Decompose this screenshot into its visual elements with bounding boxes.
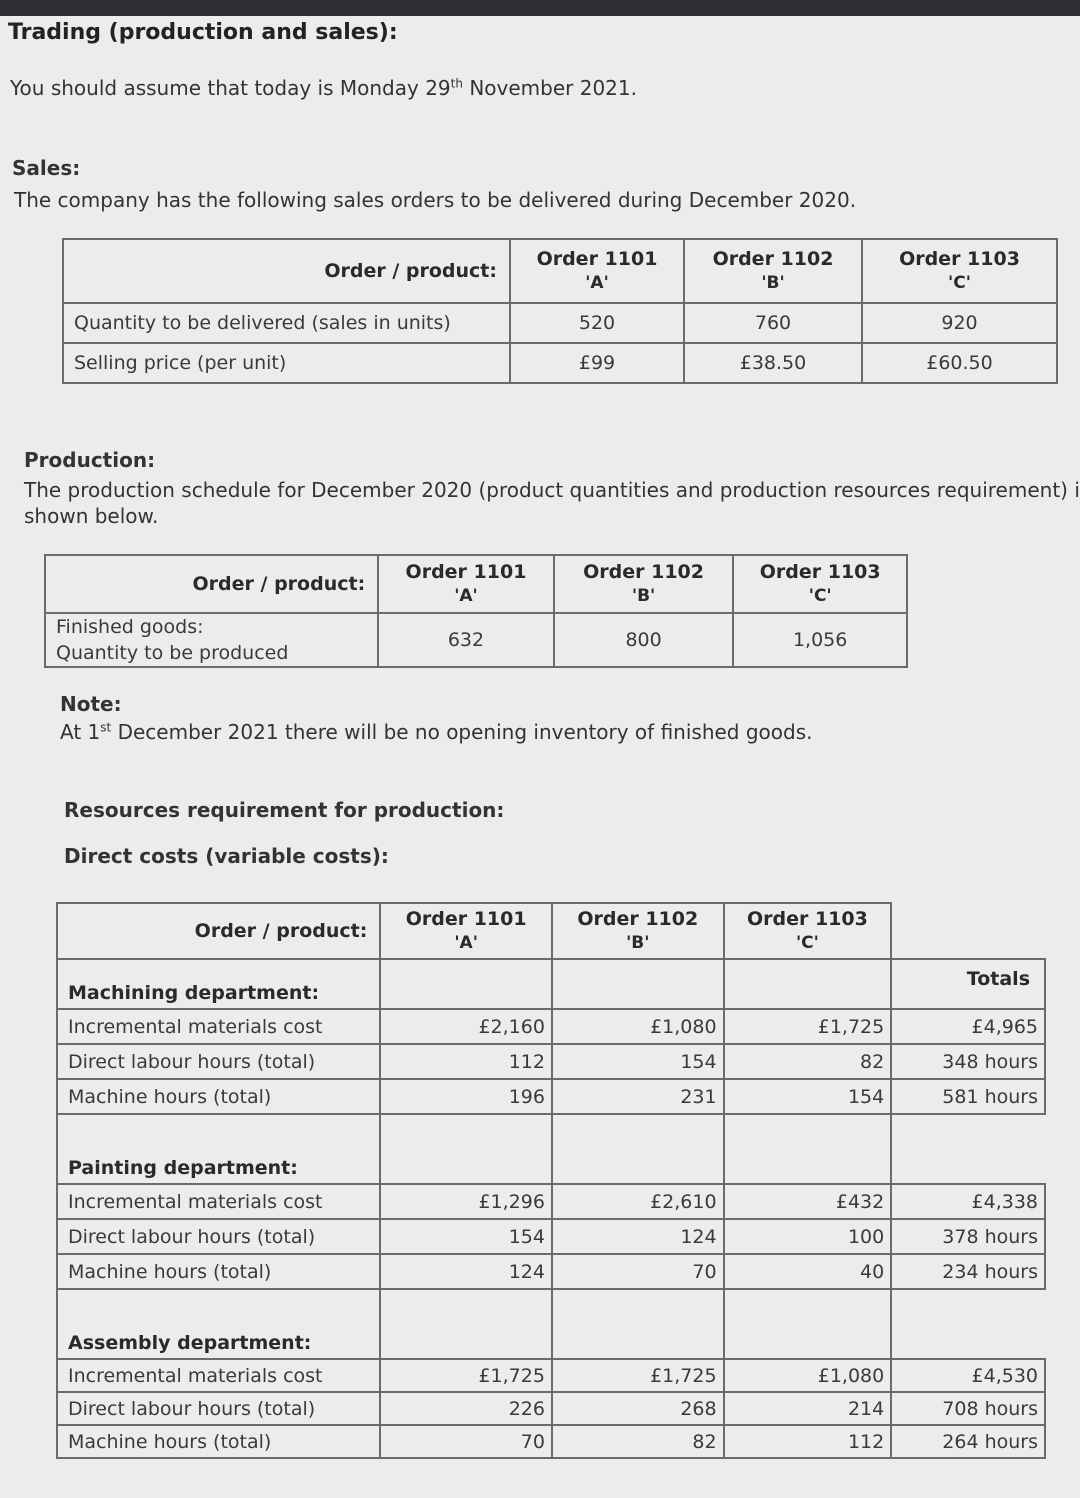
resources-heading: Resources requirement for production: — [64, 798, 505, 822]
production-heading: Production: — [24, 448, 156, 472]
total-value: 378 hours — [891, 1219, 1045, 1254]
row-label: Incremental materials cost — [57, 1009, 380, 1044]
cell-value: 70 — [380, 1425, 552, 1458]
table-row — [63, 303, 1057, 343]
production-header-row — [45, 555, 907, 613]
cell-value: 154 — [552, 1044, 724, 1079]
cell-value: 231 — [552, 1079, 724, 1114]
total-value: 708 hours — [891, 1392, 1045, 1425]
cell-value: 82 — [552, 1425, 724, 1458]
total-value: £4,338 — [891, 1184, 1045, 1219]
table-row — [57, 1009, 1045, 1044]
table-row — [57, 1184, 1045, 1219]
total-value: £4,965 — [891, 1009, 1045, 1044]
cell-value: £1,725 — [380, 1359, 552, 1392]
production-order-header: Order 1101 'A' — [378, 555, 554, 613]
totals-label: Totals — [891, 959, 1045, 1009]
cell-value: £1,296 — [380, 1184, 552, 1219]
cell-value: £38.50 — [684, 343, 862, 383]
row-label: Finished goods: Quantity to be produced — [45, 613, 378, 667]
table-row — [57, 1359, 1045, 1392]
sales-heading: Sales: — [12, 156, 81, 180]
sales-table — [62, 238, 1058, 384]
production-table — [44, 554, 908, 668]
resources-header-label: Order / product: — [57, 903, 380, 959]
note-text: At 1st December 2021 there will be no opening inventory of finished goods. — [60, 720, 813, 744]
total-value: 264 hours — [891, 1425, 1045, 1458]
cell-value: £1,725 — [724, 1009, 892, 1044]
table-row — [57, 1219, 1045, 1254]
cell-value: £1,725 — [552, 1359, 724, 1392]
table-row — [63, 343, 1057, 383]
table-row — [57, 1392, 1045, 1425]
resources-order-header: Order 1101 'A' — [380, 903, 552, 959]
table-row — [57, 1254, 1045, 1289]
department-row — [57, 1289, 1045, 1359]
production-header-label: Order / product: — [45, 555, 378, 613]
cell-value: £60.50 — [862, 343, 1057, 383]
cell-value: £2,160 — [380, 1009, 552, 1044]
row-label: Direct labour hours (total) — [57, 1219, 380, 1254]
row-label: Quantity to be delivered (sales in units) — [63, 303, 510, 343]
total-value: £4,530 — [891, 1359, 1045, 1392]
resources-order-header: Order 1103 'C' — [724, 903, 892, 959]
total-value: 581 hours — [891, 1079, 1045, 1114]
table-row — [57, 1079, 1045, 1114]
resources-header-row — [57, 903, 1045, 959]
cell-value: 70 — [552, 1254, 724, 1289]
cell-value: 800 — [554, 613, 734, 667]
cell-value: 920 — [862, 303, 1057, 343]
production-order-header: Order 1103 'C' — [733, 555, 907, 613]
screen-top-bezel — [0, 0, 1080, 16]
cell-value: 226 — [380, 1392, 552, 1425]
total-value: 234 hours — [891, 1254, 1045, 1289]
table-row — [57, 1425, 1045, 1458]
resources-order-header: Order 1102 'B' — [552, 903, 724, 959]
resources-table — [56, 902, 1046, 1459]
total-value: 348 hours — [891, 1044, 1045, 1079]
row-label: Machine hours (total) — [57, 1425, 380, 1458]
cell-value: 154 — [724, 1079, 892, 1114]
row-label: Selling price (per unit) — [63, 343, 510, 383]
intro-text: You should assume that today is Monday 29th November 2021. — [10, 76, 637, 100]
department-name: Assembly department: — [57, 1289, 380, 1359]
cell-value: 40 — [724, 1254, 892, 1289]
row-label: Incremental materials cost — [57, 1184, 380, 1219]
cell-value: 1,056 — [733, 613, 907, 667]
row-label: Machine hours (total) — [57, 1254, 380, 1289]
production-order-header: Order 1102 'B' — [554, 555, 734, 613]
sales-text: The company has the following sales orders to be delivered during December 2020. — [14, 188, 857, 212]
cell-value: 124 — [552, 1219, 724, 1254]
cell-value: 214 — [724, 1392, 892, 1425]
cell-value: 82 — [724, 1044, 892, 1079]
table-row — [57, 1044, 1045, 1079]
cell-value: £2,610 — [552, 1184, 724, 1219]
sales-order-header: Order 1103 'C' — [862, 239, 1057, 303]
document-page — [0, 16, 1080, 1498]
row-label: Direct labour hours (total) — [57, 1392, 380, 1425]
page-title: Trading (production and sales): — [8, 20, 398, 45]
cell-value: 520 — [510, 303, 684, 343]
table-row — [45, 613, 907, 667]
resources-subheading: Direct costs (variable costs): — [64, 844, 389, 868]
cell-value: 112 — [380, 1044, 552, 1079]
row-label: Incremental materials cost — [57, 1359, 380, 1392]
note-heading: Note: — [60, 692, 122, 716]
cell-value: 154 — [380, 1219, 552, 1254]
department-row — [57, 959, 1045, 1009]
production-text-line2: shown below. — [24, 504, 159, 528]
cell-value: 196 — [380, 1079, 552, 1114]
cell-value: 760 — [684, 303, 862, 343]
cell-value: 124 — [380, 1254, 552, 1289]
sales-header-label: Order / product: — [63, 239, 510, 303]
department-name: Painting department: — [57, 1114, 380, 1184]
sales-order-header: Order 1101 'A' — [510, 239, 684, 303]
cell-value: £1,080 — [724, 1359, 892, 1392]
row-label: Machine hours (total) — [57, 1079, 380, 1114]
production-text-line1: The production schedule for December 2020 (product quantities and production resources requirement) i — [24, 478, 1080, 502]
sales-header-row — [63, 239, 1057, 303]
cell-value: 632 — [378, 613, 554, 667]
sales-order-header: Order 1102 'B' — [684, 239, 862, 303]
cell-value: 268 — [552, 1392, 724, 1425]
department-row — [57, 1114, 1045, 1184]
department-name: Machining department: — [57, 959, 380, 1009]
cell-value: £99 — [510, 343, 684, 383]
cell-value: £1,080 — [552, 1009, 724, 1044]
cell-value: 112 — [724, 1425, 892, 1458]
cell-value: £432 — [724, 1184, 892, 1219]
cell-value: 100 — [724, 1219, 892, 1254]
row-label: Direct labour hours (total) — [57, 1044, 380, 1079]
